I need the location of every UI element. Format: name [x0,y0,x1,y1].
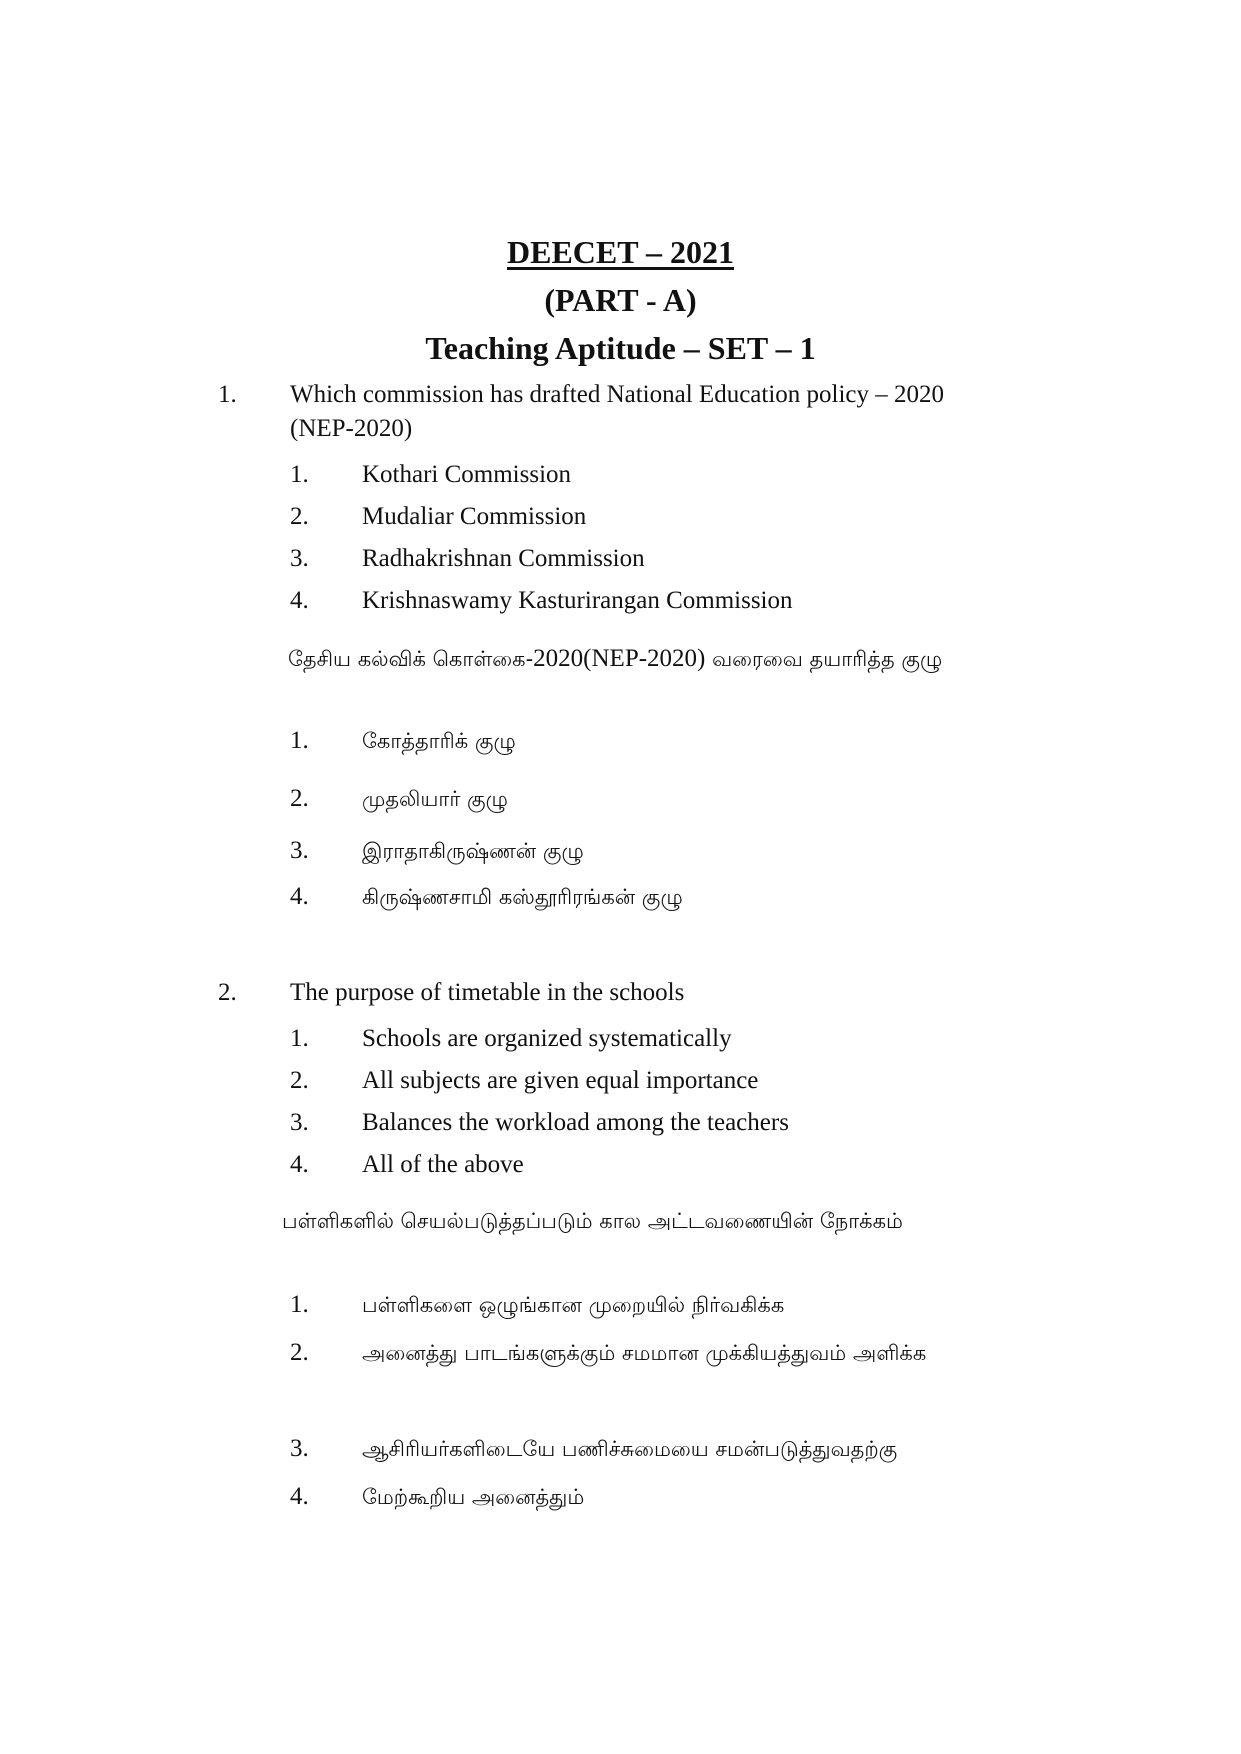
option-text-en: All of the above [362,1151,524,1178]
option-number: 4. [290,883,309,910]
option-number: 4. [290,1483,309,1510]
exam-title-text: DEECET – 2021 [506,234,734,270]
option-number: 1. [290,1025,309,1052]
option-text-ta: இராதாகிருஷ்ணன் குழு [362,839,584,863]
option-number: 4. [290,1151,309,1178]
exam-title [0,232,1241,272]
option-number: 2. [290,1067,309,1094]
option-number: 4. [290,587,309,614]
option-text-ta: கிருஷ்ணசாமி கஸ்தூரிரங்கன் குழு [362,885,683,909]
question-text-ta: பள்ளிகளில் செயல்படுத்தப்படும் கால அட்டவணையின் நோக்கம் [282,1209,903,1233]
question-text-en: The purpose of timetable in the schools [290,979,685,1006]
part-title: (PART - A) [544,282,697,318]
question-number: 1. [218,381,237,408]
question-text-ta-part: வரைவை தயாரித்த குழு [705,647,943,671]
option-number: 1. [290,1291,309,1318]
option-number: 2. [290,1339,309,1366]
option-number: 2. [290,785,309,812]
option-text-en: Schools are organized systematically [362,1025,732,1052]
option-number: 3. [290,1435,309,1462]
option-number: 3. [290,837,309,864]
option-text-en: Kothari Commission [362,461,572,488]
option-text-en: Radhakrishnan Commission [362,545,645,572]
option-text-ta: பள்ளிகளை ஒழுங்கான முறையில் நிர்வகிக்க [362,1293,785,1317]
option-number: 1. [290,461,309,488]
option-text-ta: கோத்தாரிக் குழு [362,729,516,753]
option-number: 2. [290,503,309,530]
option-number: 1. [290,727,309,754]
question-text-ta-part: தேசிய கல்விக் கொள்கை- [288,647,534,671]
question-text-en: Which commission has drafted National Education policy – 2020 (NEP-2020) [290,381,945,442]
option-text-ta: மேற்கூறிய அனைத்தும் [362,1485,585,1509]
option-text-ta: ஆசிரியர்களிடையே பணிச்சுமையை சமன்படுத்துவதற்கு [362,1437,898,1461]
question-text-ta-latin: 2020(NEP-2020) [533,645,706,672]
option-number: 3. [290,545,309,572]
option-text-en: Krishnaswamy Kasturirangan Commission [362,587,793,614]
question-text-ta [288,636,1048,682]
option-text-en: Balances the workload among the teachers [362,1109,789,1136]
option-text-ta: முதலியார் குழு [362,787,508,811]
option-text-ta: அனைத்து பாடங்களுக்கும் சமமான முக்கியத்துவம் அளிக்க [362,1341,927,1365]
option-text-en: All subjects are given equal importance [362,1067,759,1094]
option-number: 3. [290,1109,309,1136]
section-title: Teaching Aptitude – SET – 1 [425,330,816,366]
option-text-en: Mudaliar Commission [362,503,587,530]
question-number: 2. [218,979,237,1006]
